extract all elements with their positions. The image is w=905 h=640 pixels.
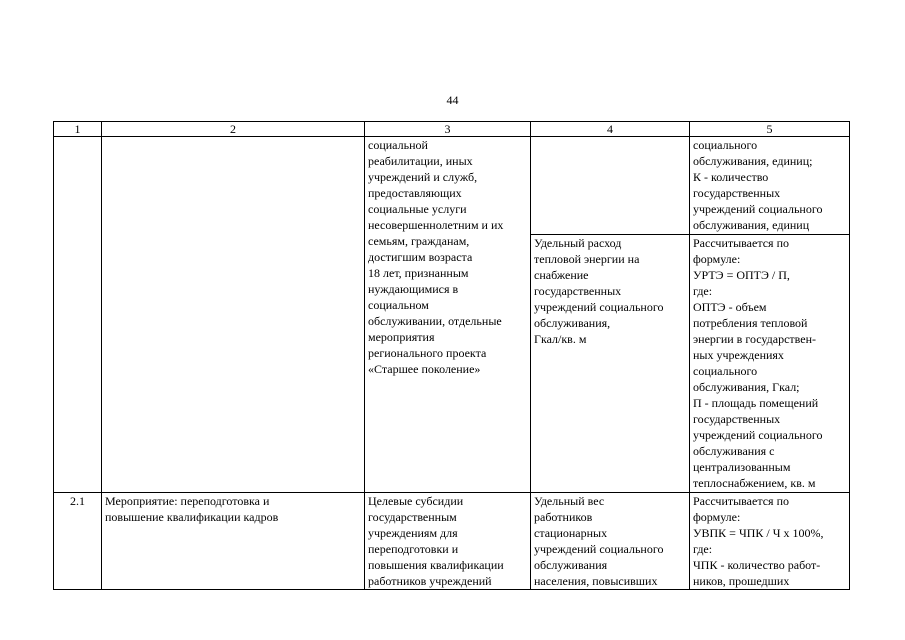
- table-row: [54, 493, 850, 590]
- measure-name-cell: [102, 137, 365, 493]
- text-line: обслуживания, Гкал;: [693, 380, 800, 394]
- text-line: социальные услуги: [368, 202, 467, 216]
- page-number: 44: [446, 93, 459, 107]
- text-line: работников учреждений: [368, 574, 492, 588]
- text-line: государственным: [368, 510, 457, 524]
- text-line: предоставляющих: [368, 186, 462, 200]
- text-line: Гкал/кв. м: [534, 332, 587, 346]
- text-line: достигшим возраста: [368, 250, 473, 264]
- calculation-method-cell: [690, 137, 850, 235]
- text-line: обслуживания: [534, 558, 608, 572]
- text-line: учреждений социального: [693, 428, 823, 442]
- text-line: стационарных: [534, 526, 608, 540]
- text-line: УРТЭ = ОПТЭ / П,: [693, 268, 790, 282]
- header-cell-1: 1: [54, 122, 102, 137]
- text-line: где:: [693, 284, 713, 298]
- text-line: ЧПК - количество работ-: [693, 558, 821, 572]
- text-line: государственных: [534, 284, 622, 298]
- text-line: Рассчитывается по: [693, 494, 789, 508]
- text-line: учреждений и служб,: [368, 170, 478, 184]
- indicator-name-cell: [531, 235, 690, 493]
- text-line: семьям, гражданам,: [368, 234, 470, 248]
- text-line: регионального проекта: [368, 346, 487, 360]
- row-number-cell: 2.1: [54, 493, 102, 590]
- text-line: учреждений социального: [534, 542, 664, 556]
- header-cell-4: 4: [531, 122, 690, 137]
- text-line: обслуживания,: [534, 316, 611, 330]
- text-line: Удельный расход: [534, 236, 622, 250]
- text-line: энергии в государствен-: [693, 332, 817, 346]
- text-line: социальном: [368, 298, 429, 312]
- measure-description-cell: [365, 137, 531, 493]
- text-line: учреждений социального: [534, 300, 664, 314]
- text-line: повышение квалификации кадров: [105, 510, 279, 524]
- text-line: государственных: [693, 186, 781, 200]
- text-line: тепловой энергии на: [534, 252, 640, 266]
- row-number-cell: [54, 137, 102, 493]
- header-cell-2: 2: [102, 122, 365, 137]
- text-line: учреждений социального: [693, 202, 823, 216]
- text-line: Удельный вес: [534, 494, 605, 508]
- text-line: ников, прошедших: [693, 574, 790, 588]
- text-line: работников: [534, 510, 593, 524]
- measure-name-cell: [102, 493, 365, 590]
- text-line: реабилитации, иных: [368, 154, 473, 168]
- text-line: Целевые субсидии: [368, 494, 464, 508]
- text-line: обслуживания с: [693, 444, 775, 458]
- text-line: снабжение: [534, 268, 589, 282]
- indicator-name-cell: [531, 493, 690, 590]
- calculation-method-cell: [690, 493, 850, 590]
- text-line: потребления тепловой: [693, 316, 808, 330]
- indicator-name-cell: [531, 137, 690, 235]
- header-row: [54, 122, 850, 137]
- text-line: населения, повысивших: [534, 574, 658, 588]
- text-line: УВПК = ЧПК / Ч х 100%,: [693, 526, 824, 540]
- text-line: обслуживания, единиц;: [693, 154, 813, 168]
- calculation-method-cell: [690, 235, 850, 493]
- text-line: социального: [693, 138, 758, 152]
- text-line: учреждениям для: [368, 526, 458, 540]
- text-line: несовершеннолетним и их: [368, 218, 504, 232]
- measure-description-cell: [365, 493, 531, 590]
- header-cell-5: 5: [690, 122, 850, 137]
- header-cell-3: 3: [365, 122, 531, 137]
- text-line: переподготовки и: [368, 542, 459, 556]
- text-line: 18 лет, признанным: [368, 266, 469, 280]
- text-line: обслуживания, единиц: [693, 218, 810, 232]
- indicators-table: [53, 121, 850, 590]
- text-line: где:: [693, 542, 713, 556]
- text-line: Мероприятие: переподготовка и: [105, 494, 270, 508]
- text-line: государственных: [693, 412, 781, 426]
- text-line: ных учреждениях: [693, 348, 784, 362]
- text-line: формуле:: [693, 510, 741, 524]
- text-line: теплоснабжением, кв. м: [693, 476, 816, 490]
- text-line: мероприятия: [368, 330, 435, 344]
- text-line: ОПТЭ - объем: [693, 300, 767, 314]
- text-line: нуждающимися в: [368, 282, 459, 296]
- text-line: повышения квалификации: [368, 558, 504, 572]
- text-line: «Старшее поколение»: [368, 362, 481, 376]
- text-line: обслуживании, отдельные: [368, 314, 502, 328]
- text-line: К - количество: [693, 170, 769, 184]
- table-row: [54, 137, 850, 235]
- text-line: П - площадь помещений: [693, 396, 819, 410]
- text-line: формуле:: [693, 252, 741, 266]
- text-line: централизованным: [693, 460, 791, 474]
- text-line: социального: [693, 364, 758, 378]
- text-line: социальной: [368, 138, 428, 152]
- text-line: Рассчитывается по: [693, 236, 789, 250]
